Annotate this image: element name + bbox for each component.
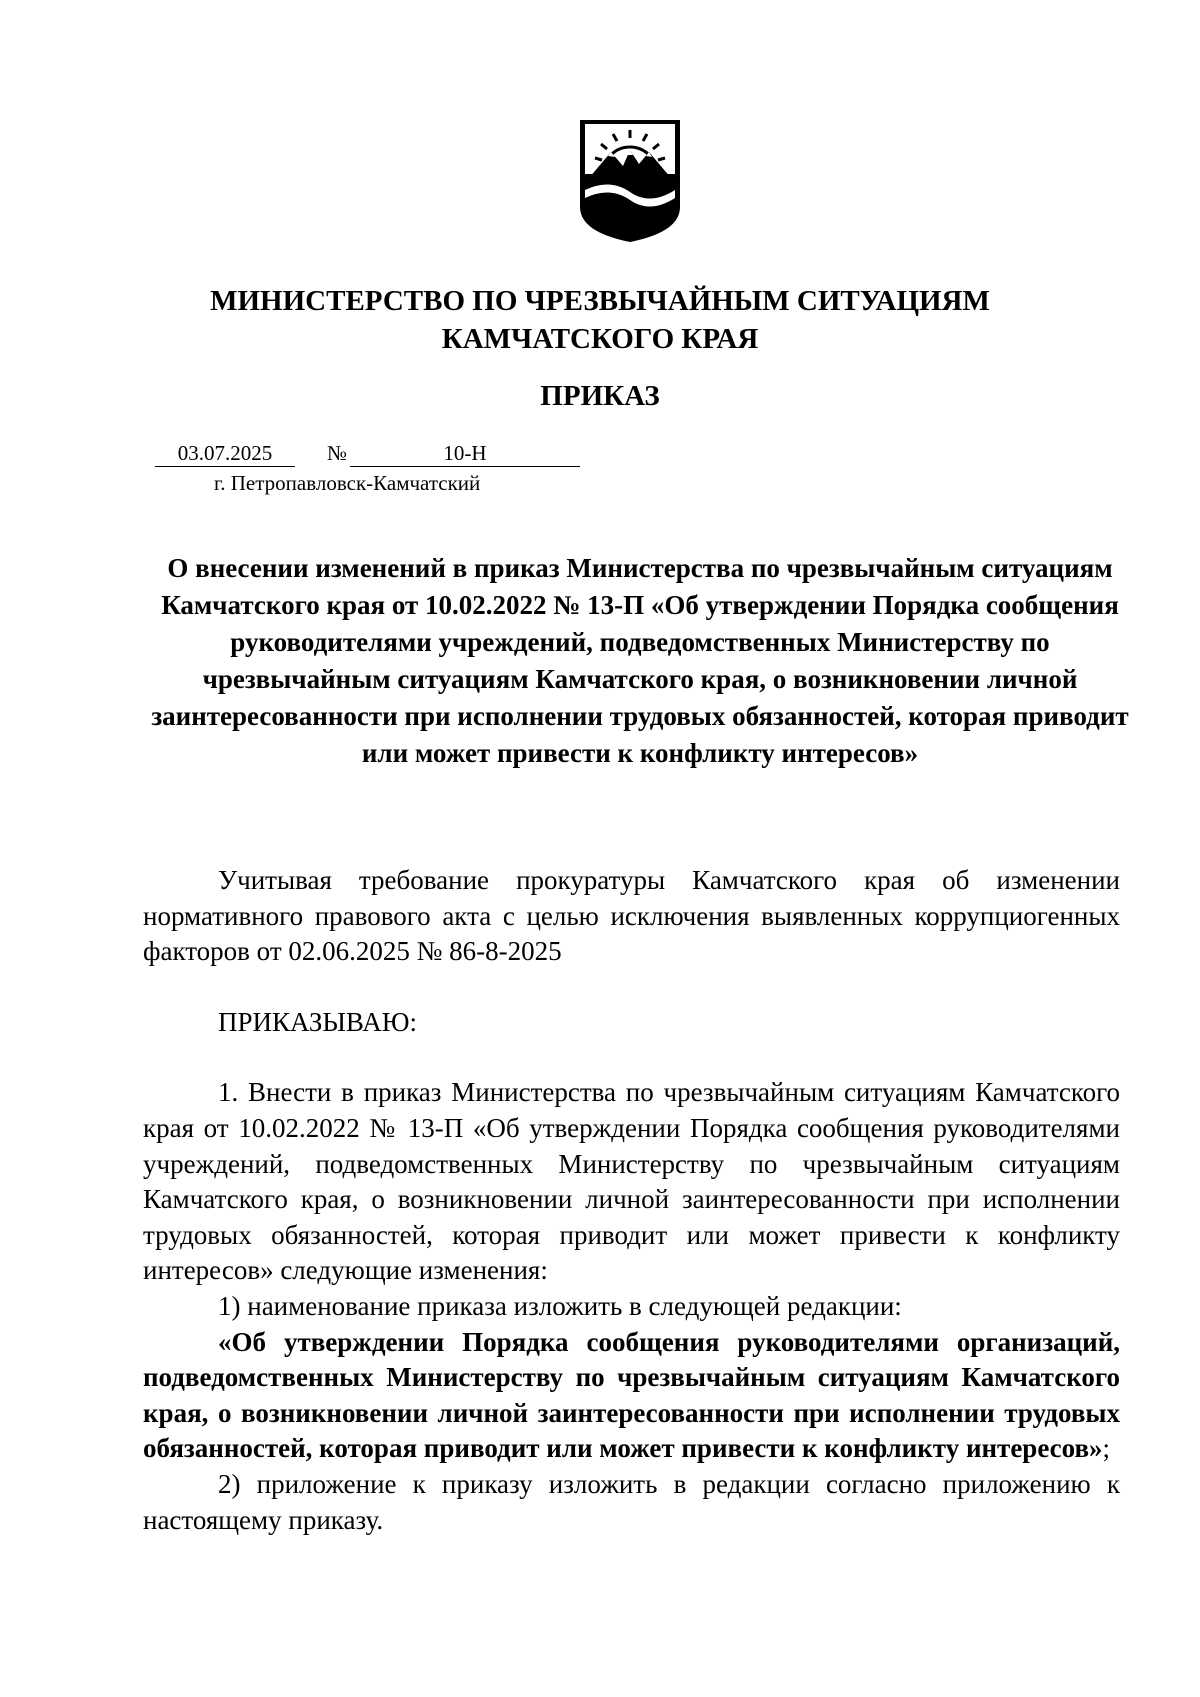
subitem-1-new-title <box>143 1325 1120 1467</box>
subitem-2: 2) приложение к приказу изложить в редакции согласно приложению к настоящему приказу. <box>143 1468 1120 1535</box>
new-title-text: «Об утверждении Порядка сообщения руководителями организаций, подведомственных Министерству по чрезвычайным ситуациям Камчатского края, о возникновении личной заинтересованности при исполнении трудовых обязанностей, которая приводит или может привести к конфликту интересов» <box>143 1326 1120 1464</box>
ministry-line-2: КАМЧАТСКОГО КРАЯ <box>441 323 759 355</box>
new-title-end: ; <box>1102 1433 1111 1464</box>
order-number: 10-Н <box>350 440 580 467</box>
ministry-line-1: МИНИСТЕРСТВО ПО ЧРЕЗВЫЧАЙНЫМ СИТУАЦИЯМ <box>210 285 990 317</box>
item-1: 1. Внести в приказ Министерства по чрезвычайным ситуациям Камчатского края от 10.02.2022 № 13-П «Об утверждении Порядка сообщения руководителями учреждений, подведомственных Министерству по чрезвычайным ситуациям Камчатского края, о возникновении личной заинтересованности при исполнении трудовых обязанностей, которая приводит или может привести к конфликту интересов» следующие изменения: <box>143 1077 1120 1286</box>
order-word: ПРИКАЗЫВАЮ: <box>218 1006 417 1037</box>
ministry-name <box>0 282 1200 358</box>
preamble: Учитывая требование прокуратуры Камчатского края об изменении нормативного правового акта с целью исключения выявленных коррупциогенных факторов от 02.06.2025 № 86-8-2025 <box>143 865 1120 967</box>
coat-of-arms-icon <box>575 112 685 245</box>
subitem-1: 1) наименование приказа изложить в следующей редакции: <box>218 1290 902 1321</box>
city: г. Петропавловск-Камчатский <box>214 471 481 495</box>
order-body <box>143 863 1120 1538</box>
document-type: ПРИКАЗ <box>540 380 660 412</box>
order-date: 03.07.2025 <box>155 440 295 467</box>
number-sign: № <box>327 441 348 465</box>
order-subject: О внесении изменений в приказ Министерства по чрезвычайным ситуациям Камчатского края от 10.02.2022 № 13-П «Об утверждении Порядка сообщения руководителями учреждений, подведомственных Министерству по чрезвычайным ситуациям Камчатского края, о возникновении личной заинтересованности при исполнении трудовых обязанностей, которая приводит или может привести к конфликту интересов» <box>151 553 1129 768</box>
